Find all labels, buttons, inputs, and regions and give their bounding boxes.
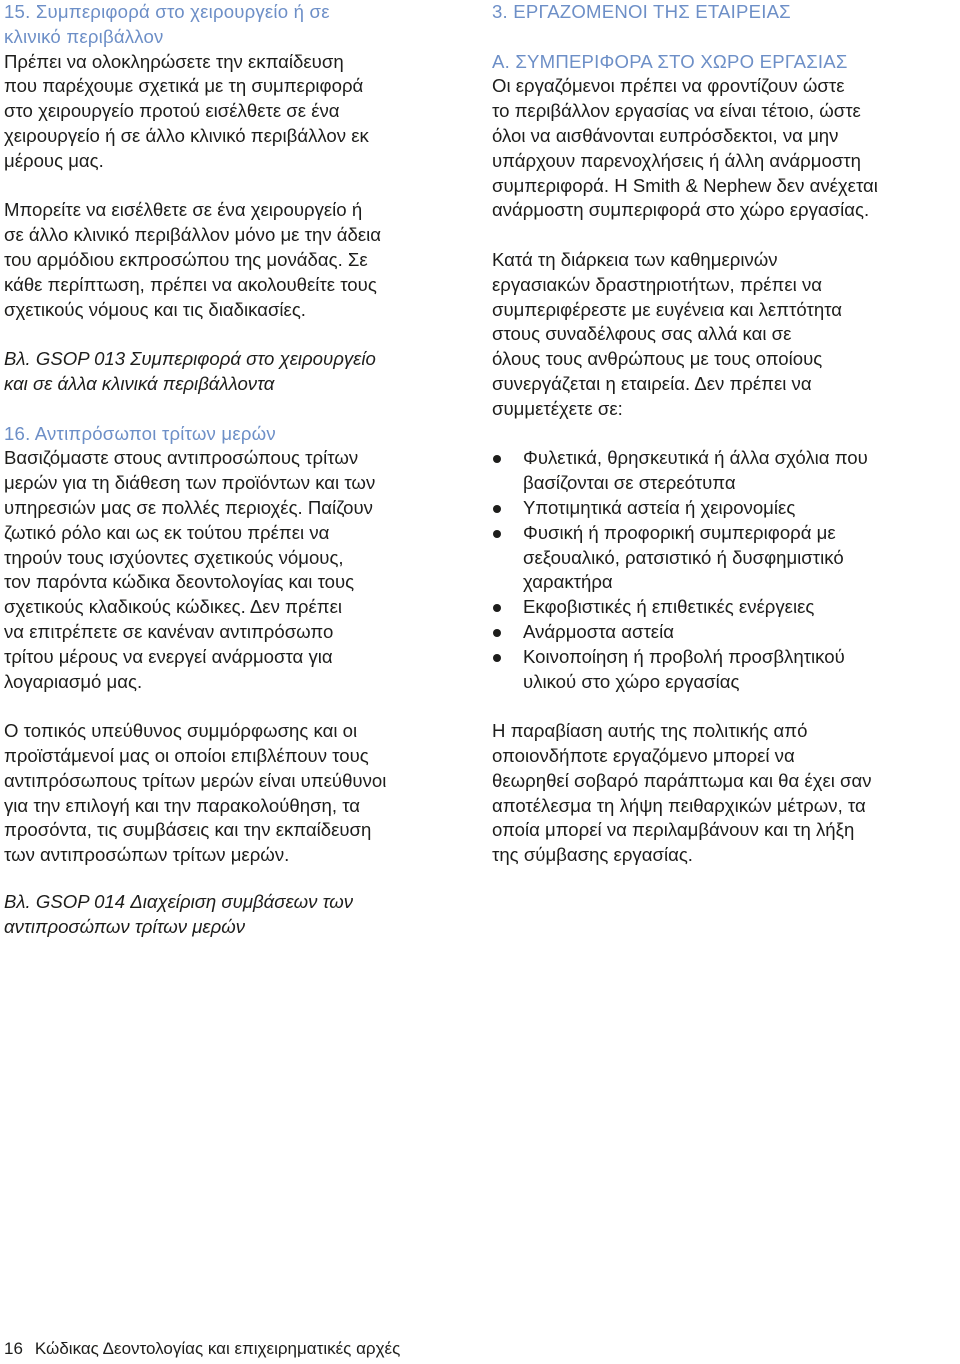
text-line: Η παραβίαση αυτής της πολιτικής από (492, 720, 808, 742)
text-line: οποία μπορεί να περιλαμβάνουν και τη λήξη (492, 819, 855, 841)
workplace-paragraph-2 (492, 248, 960, 422)
text-line: στο χειρουργείο προτού εισέλθετε σε ένα (4, 100, 340, 122)
text-line: υλικού στο χώρο εργασίας (523, 670, 740, 692)
list-item (492, 446, 960, 496)
section-16-heading: 16. Αντιπρόσωποι τρίτων μερών (4, 422, 276, 444)
text-line: σχετικούς κλαδικούς κώδικες. Δεν πρέπει (4, 596, 342, 618)
text-line: των αντιπροσώπων τρίτων μερών. (4, 844, 290, 866)
text-line: σεξουαλικό, ρατσιστικό ή δυσφημιστικό (523, 546, 844, 568)
text-line: μερών για τη διάθεση των προϊόντων και των (4, 472, 376, 494)
heading-line: κλινικό περιβάλλον (4, 25, 164, 47)
bullet-icon (493, 654, 501, 662)
text-line: χαρακτήρα (523, 571, 613, 593)
heading-line: 15. Συμπεριφορά στο χειρουργείο ή σε (4, 1, 330, 22)
footer-title: Κώδικας Δεοντολογίας και επιχειρηματικές αρχές (34, 1339, 401, 1358)
workplace-paragraph-3 (492, 719, 960, 868)
text-line: Υποτιμητικά αστεία ή χειρονομίες (523, 496, 796, 518)
text-line: συνεργάζεται η εταιρεία. Δεν πρέπει να (492, 372, 812, 394)
text-line: να επιτρέπετε σε κανέναν αντιπρόσωπο (4, 620, 334, 642)
text-line: και σε άλλα κλινικά περιβάλλοντα (4, 372, 275, 394)
section-16-paragraph-1 (4, 446, 466, 694)
text-line: όλοι να αισθάνονται ευπρόσδεκτοι, να μην (492, 124, 839, 146)
list-item (492, 645, 960, 695)
text-line: βασίζονται σε στερεότυπα (523, 472, 736, 494)
text-line: συμπεριφέρεστε με ευγένεια και λεπτότητα (492, 298, 842, 320)
bullet-icon (493, 604, 501, 612)
text-line: Κοινοποίηση ή προβολή προσβλητικού (523, 645, 845, 667)
text-line: όλους τους ανθρώπους με τους οποίους (492, 348, 823, 370)
list-item (492, 521, 960, 595)
text-line: στους συναδέλφους σας αλλά και σε (492, 323, 792, 345)
list-item (492, 496, 960, 521)
text-line: οποιονδήποτε εργαζόμενο μπορεί να (492, 744, 795, 766)
text-line: Βλ. GSOP 013 Συμπεριφορά στο χειρουργείο (4, 348, 376, 370)
text-line: της σύμβασης εργασίας. (492, 844, 693, 866)
text-line: σε άλλο κλινικό περιβάλλον μόνο με την άδεια (4, 224, 382, 246)
section-16-reference (4, 890, 604, 940)
text-line: εργασιακών δραστηριοτήτων, πρέπει να (492, 273, 823, 295)
bullet-icon (493, 530, 501, 538)
text-line: αποτέλεσμα τη λήψη πειθαρχικών μέτρων, τα (492, 794, 866, 816)
text-line: τον παρόντα κώδικα δεοντολογίας και τους (4, 571, 355, 593)
text-line: υπηρεσιών μας σε πολλές περιοχές. Παίζουν (4, 496, 373, 518)
prohibited-behaviors-list (492, 446, 960, 694)
text-line: προσόντα, τις συμβάσεις και την εκπαίδευση (4, 819, 372, 841)
section-15-heading (4, 0, 466, 50)
text-line: Βασιζόμαστε στους αντιπροσώπους τρίτων (4, 447, 359, 469)
text-line: προϊστάμενοί μας οι οποίοι επιβλέπουν τους (4, 744, 369, 766)
text-line: το περιβάλλον εργασίας να είναι τέτοιο, ώστε (492, 100, 861, 122)
list-item (492, 620, 960, 645)
text-line: Οι εργαζόμενοι πρέπει να φροντίζουν ώστε (492, 75, 845, 97)
text-line: Πρέπει να ολοκληρώσετε την εκπαίδευση (4, 50, 344, 72)
left-column (4, 0, 466, 868)
section-15-paragraph-2 (4, 198, 466, 322)
text-line: Κατά τη διάρκεια των καθημερινών (492, 248, 778, 270)
section-3-heading: 3. ΕΡΓΑΖΟΜΕΝΟΙ ΤΗΣ ΕΤΑΙΡΕΙΑΣ (492, 1, 791, 22)
text-line: χειρουργείο ή σε άλλο κλινικό περιβάλλον εκ (4, 124, 369, 146)
text-line: Φυσική ή προφορική συμπεριφορά με (523, 521, 836, 543)
text-line: ζωτικό ρόλο και ως εκ τούτου πρέπει να (4, 521, 330, 543)
section-15-paragraph-1 (4, 50, 466, 174)
text-line: σχετικούς νόμους και τις διαδικασίες. (4, 298, 306, 320)
section-15-reference (4, 347, 466, 397)
section-16-paragraph-2 (4, 719, 466, 868)
text-line: Εκφοβιστικές ή επιθετικές ενέργειες (523, 596, 815, 618)
text-line: για την επιλογή και την παρακολούθηση, τα (4, 794, 361, 816)
page-footer (4, 1338, 400, 1360)
text-line: Φυλετικά, θρησκευτικά ή άλλα σχόλια που (523, 447, 868, 469)
text-line: μέρους μας. (4, 149, 104, 171)
text-line: συμπεριφορά. Η Smith & Nephew δεν ανέχεται (492, 174, 878, 196)
bullet-icon (493, 505, 501, 513)
text-line: τρίτου μέρους να ενεργεί ανάρμοστα για (4, 645, 333, 667)
bullet-icon (493, 455, 501, 463)
text-line: Ο τοπικός υπεύθυνος συμμόρφωσης και οι (4, 720, 358, 742)
text-line: του αρμόδιου εκπροσώπου της μονάδας. Σε (4, 248, 368, 270)
text-line: Ανάρμοστα αστεία (523, 620, 674, 642)
bullet-icon (493, 629, 501, 637)
text-line: Μπορείτε να εισέλθετε σε ένα χειρουργείο ή (4, 199, 363, 221)
text-line: θεωρηθεί σοβαρό παράπτωμα και θα έχει σαν (492, 769, 872, 791)
text-line: που παρέχουμε σχετικά με τη συμπεριφορά (4, 75, 364, 97)
subsection-a-heading: Α. ΣΥΜΠΕΡΙΦΟΡΑ ΣΤΟ ΧΩΡΟ ΕΡΓΑΣΙΑΣ (492, 50, 848, 72)
right-column (492, 0, 960, 868)
list-item (492, 595, 960, 620)
text-line: υπάρχουν παρενοχλήσεις ή άλλη ανάρμοστη (492, 149, 861, 171)
text-line: λογαριασμό μας. (4, 670, 143, 692)
text-line: αντιπρόσωπους τρίτων μερών είναι υπεύθυνοι (4, 769, 387, 791)
text-line: ανάρμοστη συμπεριφορά στο χώρο εργασίας. (492, 199, 870, 221)
text-line: τηρούν τους ισχύοντες σχετικούς νόμους, (4, 546, 344, 568)
text-line: Βλ. GSOP 014 Διαχείριση συμβάσεων των (4, 891, 354, 912)
page-number: 16 (4, 1339, 23, 1358)
text-line: κάθε περίπτωση, πρέπει να ακολουθείτε τους (4, 273, 377, 295)
text-line: συμμετέχετε σε: (492, 397, 623, 419)
text-line: αντιπροσώπων τρίτων μερών (4, 915, 246, 937)
workplace-paragraph-1 (492, 74, 960, 223)
